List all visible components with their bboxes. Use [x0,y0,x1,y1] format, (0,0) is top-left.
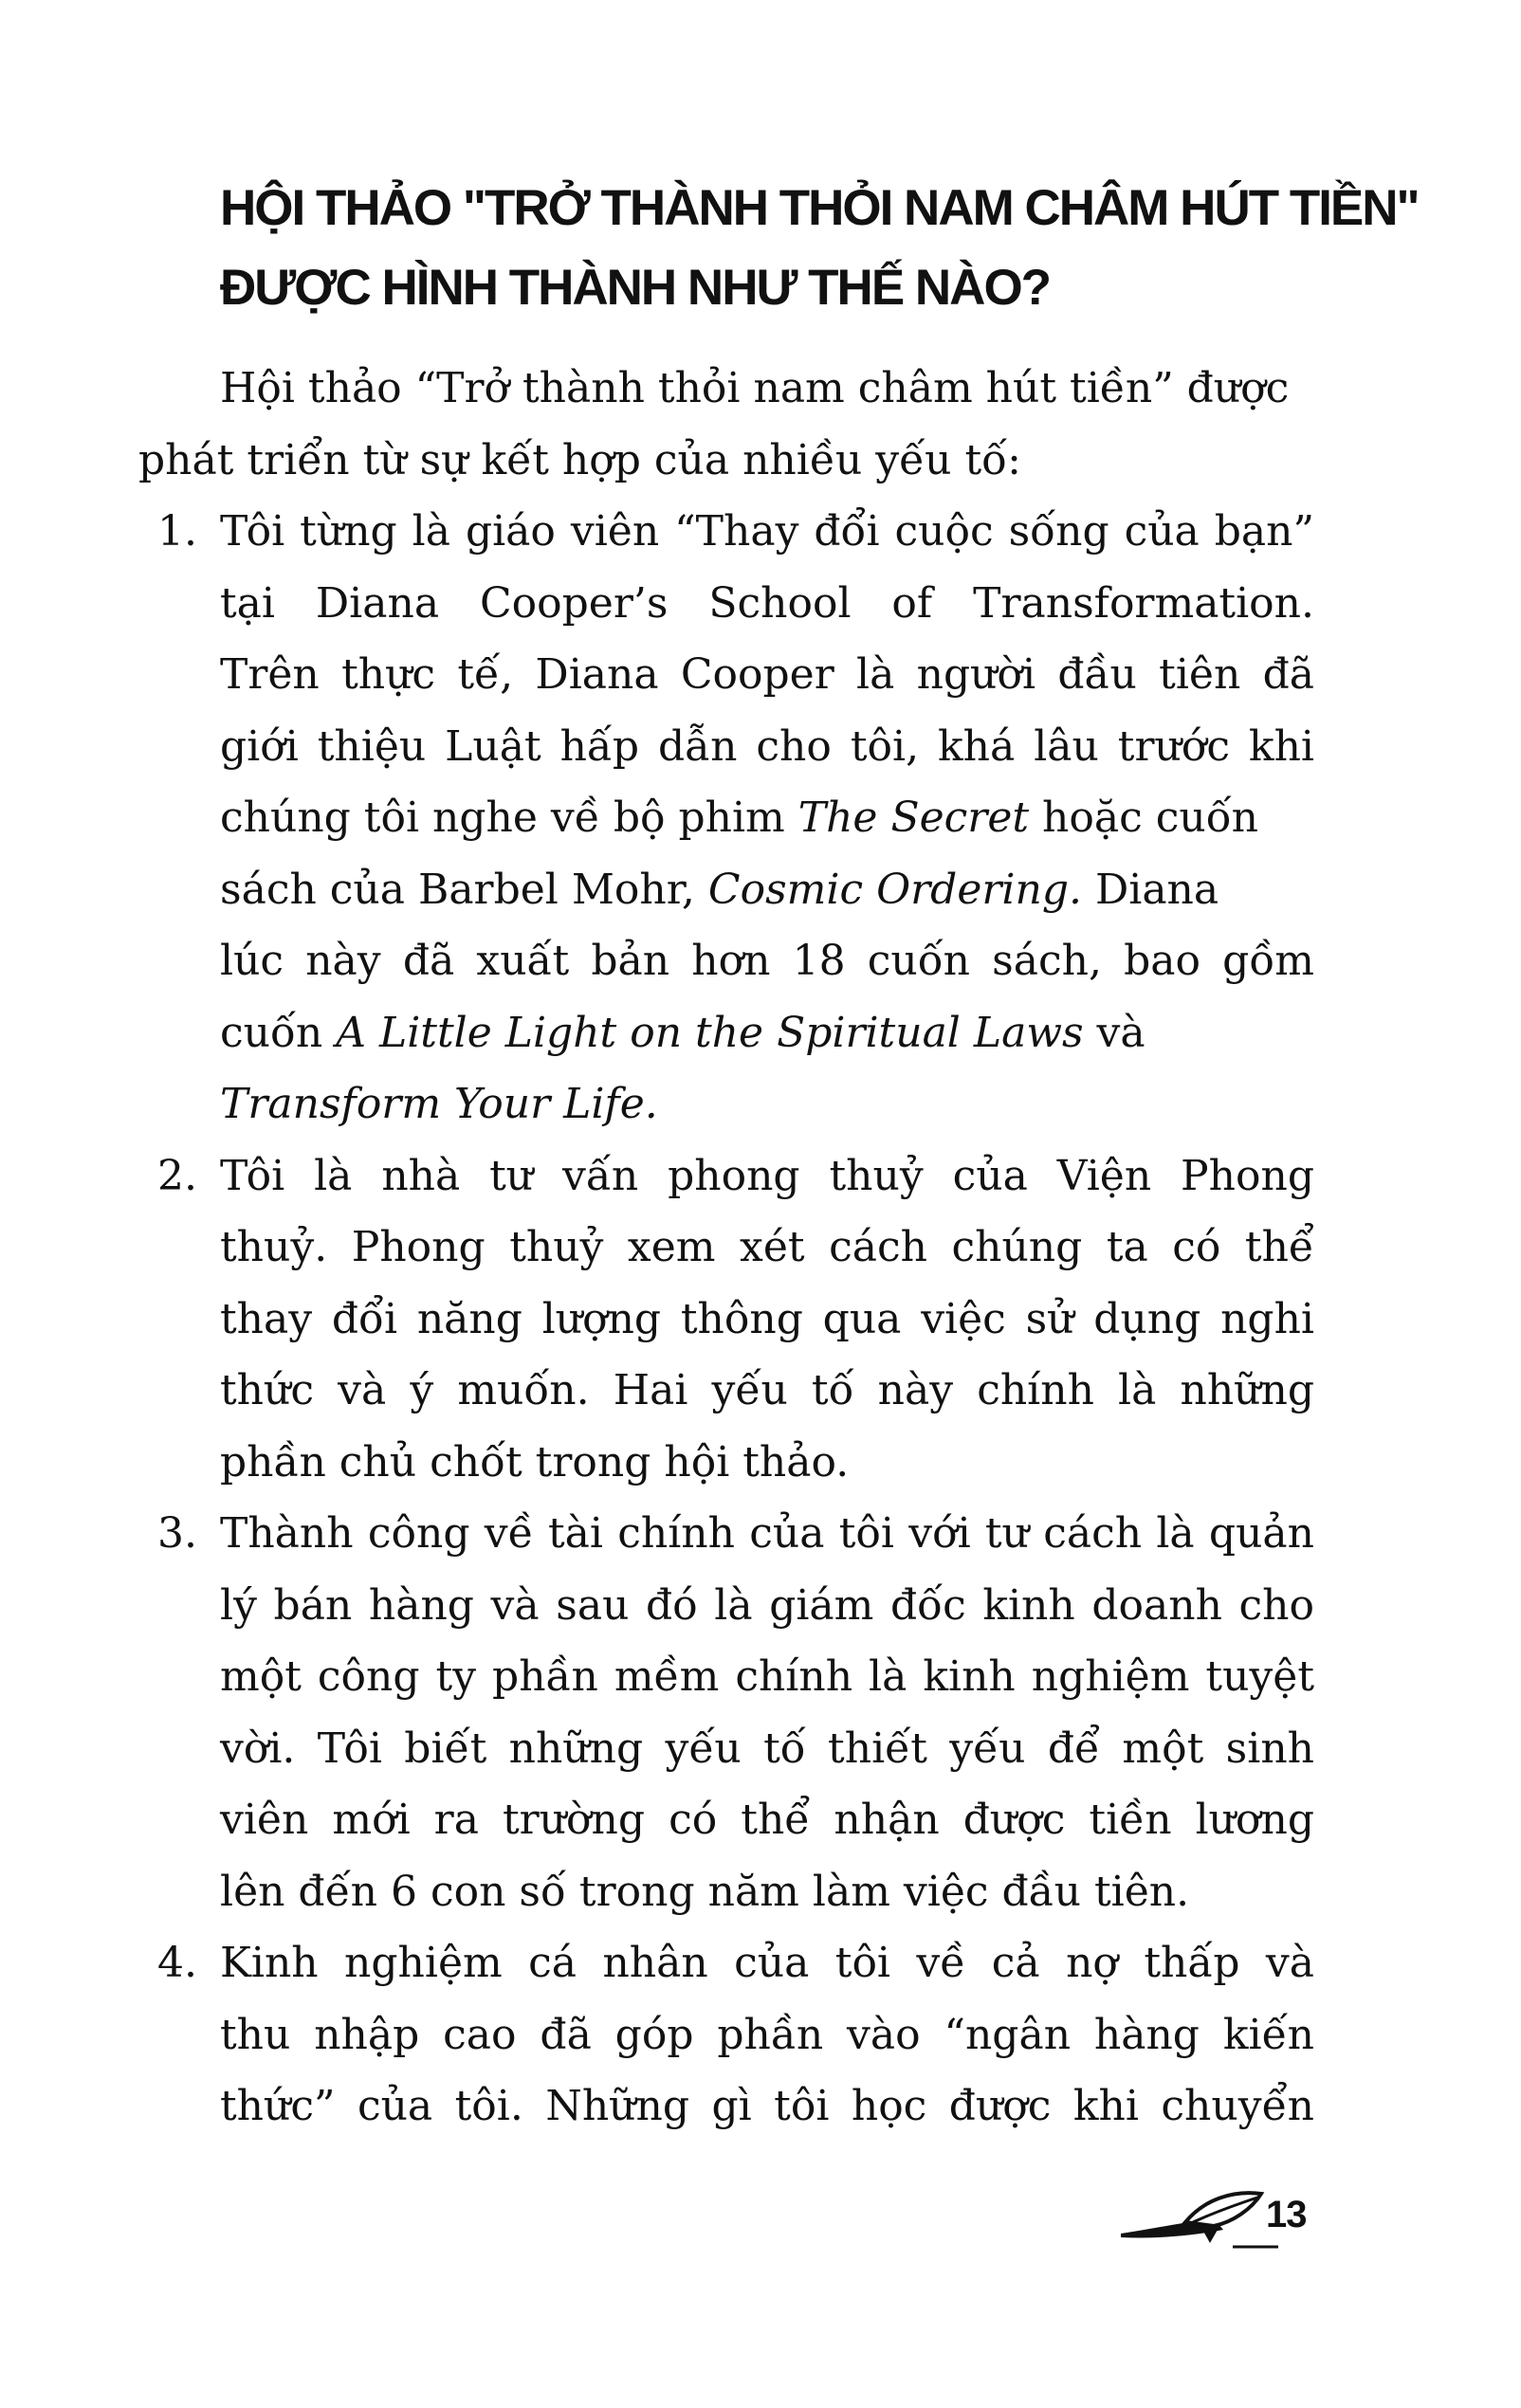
list-item-line: thức” của tôi. Những gì tôi học được khi chuyển [220,2082,1314,2130]
book-title: Cosmic Ordering. [707,865,1082,914]
intro-paragraph [138,353,1314,496]
text-run: cuốn [220,1008,337,1057]
list-item-line: Tôi từng là giáo viên “Thay đổi cuộc sống của bạn” [220,507,1314,556]
text-run: Diana [1081,865,1219,914]
list-item-number: 1. [157,507,197,556]
list-item-line [220,1068,1314,1140]
intro-line-1: Hội thảo “Trở thành thỏi nam châm hút tiền” được [220,364,1290,412]
text-run: chúng tôi nghe về bộ phim [220,794,798,842]
heading-line-1: HỘI THẢO "TRỞ THÀNH THỎI NAM CHÂM HÚT TIỀN" [220,180,1419,236]
list-item-line: lúc này đã xuất bản hơn 18 cuốn sách, bao gồm [220,937,1314,985]
film-title: The Secret [797,794,1030,842]
body-text [138,353,1314,2143]
list-item [138,1140,1314,1499]
text-run: sách của Barbel Mohr, [220,865,708,914]
list-item-line [220,854,1314,926]
list-item-line: thức và ý muốn. Hai yếu tố này chính là những [220,1366,1314,1414]
list-item-line: lên đến 6 con số trong năm làm việc đầu tiên. [220,1867,1190,1916]
list-item-line [220,782,1314,854]
section-heading [220,169,1419,328]
intro-line-2: phát triển từ sự kết hợp của nhiều yếu tố: [138,435,1021,484]
page-footer [1119,2180,1328,2256]
book-title: Transform Your Life. [220,1080,658,1128]
page-number: 13 [1266,2194,1307,2235]
list-item-line: lý bán hàng và sau đó là giám đốc kinh doanh cho [220,1580,1314,1630]
list-item-line: Thành công về tài chính của tôi với tư cách là quản [220,1509,1314,1558]
list-item-number: 3. [157,1509,197,1558]
quill-pen-icon [1119,2180,1280,2256]
factor-list [138,496,1314,2143]
list-item-line: thay đổi năng lượng thông qua việc sử dụng nghi [220,1294,1314,1343]
list-item-line [220,997,1314,1069]
list-item-line: Tôi là nhà tư vấn phong thuỷ của Viện Phong [220,1151,1314,1200]
list-item-number: 4. [157,1939,197,1987]
text-run: và [1083,1008,1145,1057]
list-item-line: vời. Tôi biết những yếu tố thiết yếu để một sinh [220,1724,1314,1773]
list-item-line: phần chủ chốt trong hội thảo. [220,1437,850,1487]
list-item-number: 2. [157,1151,197,1200]
list-item [138,1927,1314,2143]
book-title: A Little Light on the Spiritual Laws [336,1008,1084,1057]
list-item-line: Kinh nghiệm cá nhân của tôi về cả nợ thấp và [220,1939,1314,1987]
list-item-line: một công ty phần mềm chính là kinh nghiệm tuyệt [220,1652,1314,1701]
text-run: hoặc cuốn [1029,794,1258,842]
list-item-line: thu nhập cao đã góp phần vào “ngân hàng kiến [220,2010,1314,2059]
list-item-line: giới thiệu Luật hấp dẫn cho tôi, khá lâu trước khi [220,721,1314,771]
list-item-line: tại Diana Cooper’s School of Transformation. [220,578,1314,628]
list-item-line: thuỷ. Phong thuỷ xem xét cách chúng ta có thể [220,1223,1314,1271]
heading-line-2: ĐƯỢC HÌNH THÀNH NHƯ THẾ NÀO? [220,260,1051,316]
list-item-line: Trên thực tế, Diana Cooper là người đầu tiên đã [220,650,1314,699]
list-item [138,496,1314,1140]
list-item [138,1498,1314,1927]
list-item-line: viên mới ra trường có thể nhận được tiền lương [220,1796,1314,1844]
